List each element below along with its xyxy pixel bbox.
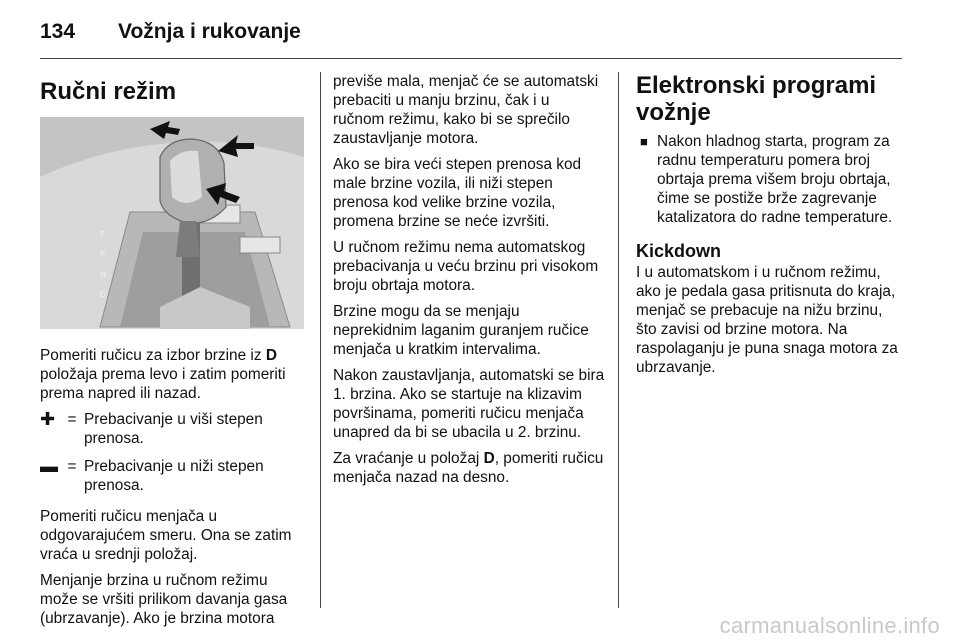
section-heading-electronic-programs: Elektronski programi vožnje (636, 72, 877, 126)
paragraph-select-left: Pomeriti ručicu za izbor brzine iz D položaja prema levo i zatim pomeriti prema napred ili nazad. (40, 347, 286, 402)
bullet-cold-start: Nakon hladnog starta, program za radnu temperaturu pomera broj obrtaja prema višem broju obrtaja, čime se postiže brže zagrevanje katalizatora do radne temperature. (657, 133, 893, 226)
square-bullet-icon: ■ (640, 134, 648, 149)
paragraph-no-shift: Ako se bira veći stepen prenosa kod male brzine vozila, ili niži stepen prenosa kod velike brzine vozila, promena brzine se neće izvršiti. (333, 156, 582, 230)
svg-text:P: P (100, 230, 105, 239)
minus-icon: ▬ (40, 456, 58, 476)
page-header (0, 0, 960, 64)
legend-text-downshift: Prebacivanje u niži stepen prenosa. (84, 458, 264, 494)
column-2 (333, 72, 605, 494)
legend-row-downshift: ▬ = Prebacivanje u niži stepen prenosa. (40, 457, 308, 495)
column-1 (40, 72, 308, 635)
paragraph-after-stopping: Nakon zaustavljanja, automatski se bira 1. brzina. Ako se startuje na klizavim površinama, pomeriti ručicu menjača unapred da bi se ubacila u 2. brzinu. (333, 367, 605, 441)
subheading-kickdown: Kickdown (636, 241, 722, 261)
column-divider-right (618, 72, 619, 608)
plus-icon: ✚ (40, 409, 56, 429)
svg-text:N: N (100, 270, 106, 279)
watermark: carmanualsonline.info (719, 613, 940, 638)
paragraph-kickdown: I u automatskom i u ručnom režimu, ako je pedala gasa pritisnuta do kraja, menjač se prebacuje na nižu brzinu, što zavisi od brzine motora. Na raspolaganju je puna snaga motora za ubrzavanje. (636, 264, 898, 376)
gear-selector-illustration (40, 117, 304, 329)
paragraph-move-lever: Pomeriti ručicu menjača u odgovarajućem smeru. Ona se zatim vraća u srednji položaj. (40, 508, 292, 563)
gear-lever-drawing (40, 117, 304, 329)
paragraph-no-auto-upshift: U ručnom režimu nema automatskog prebacivanja u veću brzinu pri visokom broju obrtaja motora. (333, 239, 599, 294)
legend-text-upshift: Prebacivanje u viši stepen prenosa. (84, 411, 263, 447)
section-heading-manual-mode: Ručni režim (40, 78, 177, 105)
page-number: 134 (40, 20, 76, 43)
paragraph-return-to-d: Za vraćanje u položaj D, pomeriti ručicu menjača nazad na desno. (333, 450, 604, 486)
header-rule (40, 58, 902, 59)
column-divider-left (320, 72, 321, 608)
paragraph-continuous-shift: Brzine mogu da se menjaju neprekidnim laganim guranjem ručice menjača u kratkim intervalima. (333, 303, 589, 358)
svg-text:R: R (100, 250, 106, 259)
svg-text:D: D (100, 290, 107, 299)
paragraph-auto-downshift: previše mala, menjač će se automatski prebaciti u manju brzinu, čak i u ručnom režimu, kako bi se sprečilo zaustavljanje motora. (333, 73, 599, 147)
legend-row-upshift: ✚ = Prebacivanje u viši stepen prenosa. (40, 410, 308, 448)
column-3 (636, 72, 906, 384)
list-item (640, 132, 906, 227)
shift-legend (40, 410, 308, 495)
paragraph-manual-shifting: Menjanje brzina u ručnom režimu može se vršiti prilikom davanja gasa (ubrzavanje). Ako je brzina motora (40, 572, 288, 627)
chapter-title: Vožnja i rukovanje (118, 20, 301, 43)
